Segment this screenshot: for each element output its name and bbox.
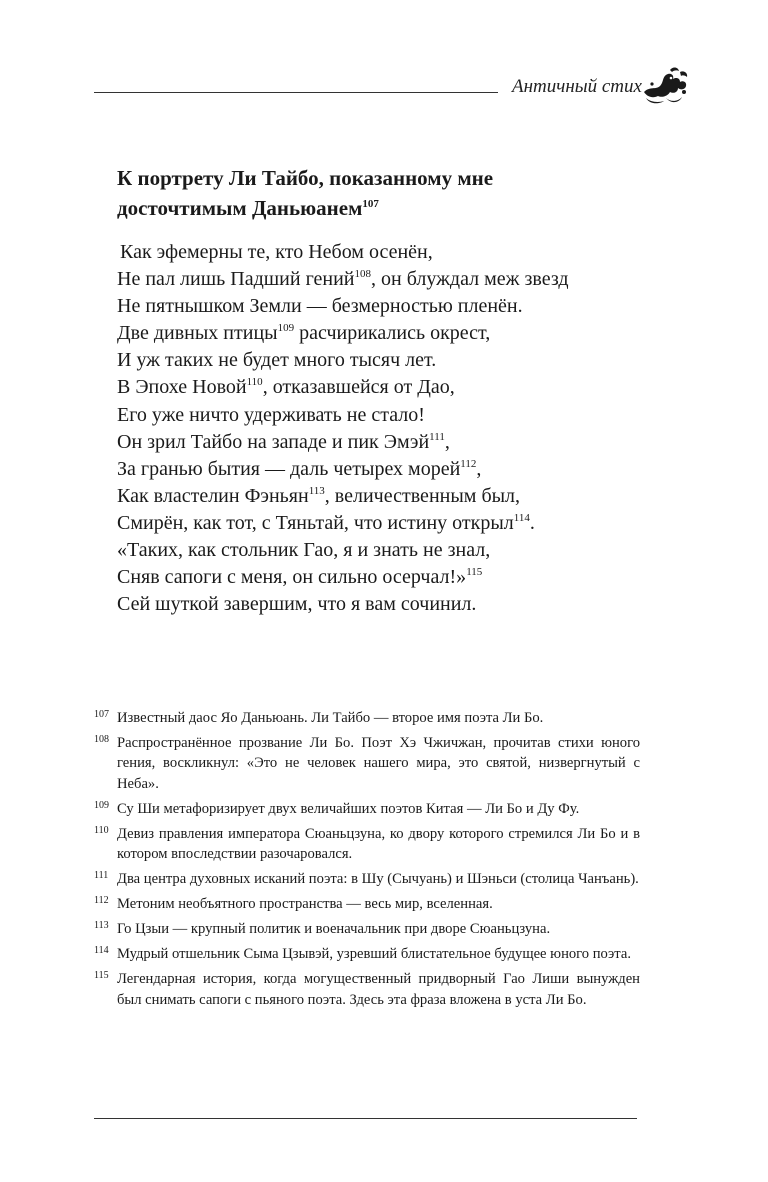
poem-line-text: Сей шуткой завершим, что я вам сочинил. [117,593,477,616]
footnote-text: Распространённое прозвание Ли Бо. Поэт Хэ Чжичжан, прочитав стихи юного гения, воскликнул: «Это не человек нашего мира, это святой, низвергнутый с Неба». [117,735,640,792]
header-rule [94,92,498,93]
footnote-number: 111 [94,870,109,882]
footnote-ref: 112 [460,457,477,470]
poem-line-text: Как эфемерны те, кто Небом осенён, [120,241,433,263]
footnote-text: Девиз правления императора Сюаньцзуна, ко двору которого стремился Ли Бо и в котором впоследствии разочаровался. [117,825,640,863]
footnote-text: Су Ши метафоризирует двух величайших поэтов Китая — Ли Бо и Ду Фу. [117,800,580,817]
poem-title-line-2 [117,193,657,223]
poem-line-text: Он зрил Тайбо на западе и пик Эмэй [117,430,430,453]
footnote-text: Легендарная история, когда могущественный придворный Гао Лиши вынужден был снимать сапоги с пьяного поэта. Здесь эта фраза вложена в уста Ли Бо. [117,971,640,1008]
footnote-ref: 111 [429,430,445,443]
poem-line [117,429,677,456]
poem-line [117,320,677,347]
footnote-ref: 110 [246,376,263,389]
poem-line-text: За гранью бытия — даль четырех морей [117,457,461,480]
footnote-number: 109 [94,799,109,811]
poem-line-text: Не пал лишь Падший гений [117,268,355,291]
poem-line [117,591,677,618]
footnote-item [94,944,640,964]
poem-line-text: Его уже ничто удерживать не стало! [117,403,425,426]
poem-line-text: Смирён, как тот, с Тяньтай, что истину открыл [117,511,514,534]
poem-line-text-tail: , величественным был, [324,484,521,507]
poem-line [117,402,677,429]
poem-line-text: Сняв сапоги с меня, он сильно осерчал!» [117,566,467,589]
footnotes [94,708,640,1015]
poem-line-text: Не пятнышком Земли — безмерностью пленён. [117,295,523,318]
footnote-number: 114 [94,945,109,957]
footnote-item [94,799,640,819]
footnote-text: Мудрый отшельник Сыма Цзывэй, узревший блистательное будущее юного поэта. [117,946,631,963]
footnote-number: 112 [94,895,109,907]
poem-title-line-2-text: досточтимым Даньюанем [117,196,363,220]
dragon-emblem-icon [640,64,692,106]
footnote-number: 107 [94,709,109,720]
footnote-number: 110 [94,824,109,836]
footnote-item [94,733,640,794]
footnote-ref: 107 [362,197,379,210]
footnote-text: Два центра духовных исканий поэта: в Шу (Сычуань) и Шэньси (столица Чанъань). [117,871,639,888]
poem-line [117,483,677,510]
footnote-item [94,824,640,865]
poem-line-text-tail: расчирикались окрест, [294,322,491,345]
poem-line [117,347,677,374]
poem-line-text-tail: , [444,430,450,453]
footnote-text: Известный даос Яо Даньюань. Ли Тайбо — второе имя поэта Ли Бо. [117,710,544,726]
poem-line [117,266,677,293]
poem-body [117,239,677,618]
footnote-item [94,919,640,939]
footnote-ref: 108 [354,267,371,280]
poem-line-text-tail: . [529,511,535,534]
footnote-item [94,969,640,1010]
footer-rule [94,1118,637,1119]
footnote-ref: 109 [277,322,295,335]
footnote-item [94,894,640,914]
poem-line-text: Как властелин Фэньян [117,484,309,507]
poem-line [117,564,677,591]
poem-line-text: «Таких, как стольник Гао, я и знать не знал, [117,539,491,562]
poem-line [117,510,677,537]
poem-line [117,456,677,483]
running-head: Античный стих [512,76,642,97]
footnote-number: 115 [94,970,109,982]
footnote-ref: 114 [513,511,530,524]
footnote-number: 108 [94,734,109,745]
poem-line [117,293,677,320]
poem-line [117,374,677,401]
poem-line-text-tail: , отказавшейся от Дао, [262,376,455,399]
footnote-ref: 115 [466,565,483,578]
poem-line-text: В Эпохе Новой [117,376,247,399]
poem-title [117,163,657,223]
poem-line [117,239,677,266]
footnote-item [94,708,640,728]
poem-line [117,537,677,564]
poem-line-text-tail: , он блуждал меж звезд [371,268,569,291]
footnote-text: Го Цзыи — крупный политик и военачальник при дворе Сюаньцзуна. [117,921,551,938]
poem-line-text-tail: , [476,457,482,480]
poem-line-text: И уж таких не будет много тысяч лет. [117,349,437,372]
footnote-item [94,869,640,889]
footnote-ref: 113 [308,484,325,497]
poem-line-text: Две дивных птицы [117,322,278,345]
footnote-text: Метоним необъятного пространства — весь мир, вселенная. [117,896,493,913]
footnote-number: 113 [94,920,109,932]
poem-title-line-1: К портрету Ли Тайбо, показанному мне [117,166,494,190]
